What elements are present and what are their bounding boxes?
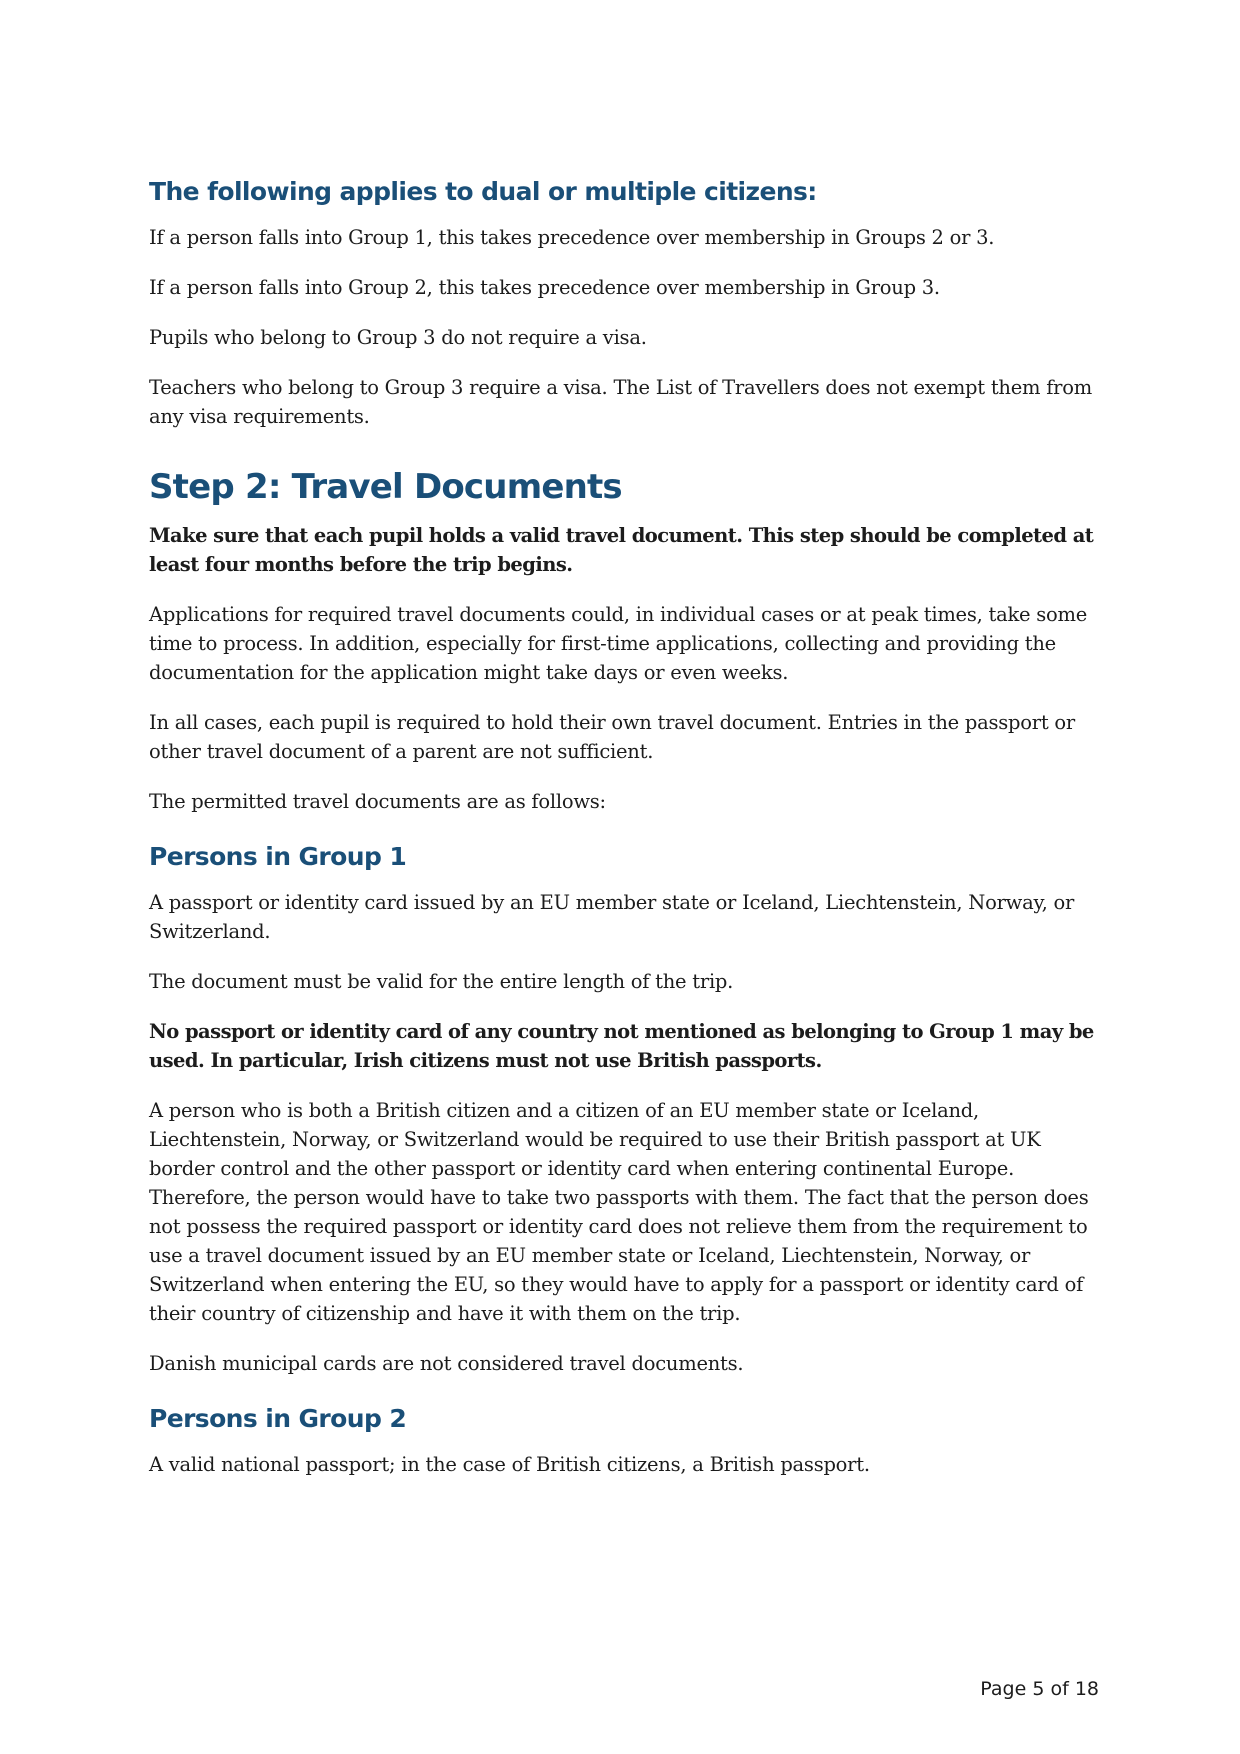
paragraph: The permitted travel documents are as follows: bbox=[149, 790, 606, 813]
group2-heading: Persons in Group 2 bbox=[149, 1404, 407, 1433]
dual-citizens-heading: The following applies to dual or multiple citizens: bbox=[149, 177, 817, 206]
step2-heading: Step 2: Travel Documents bbox=[149, 467, 622, 507]
page-number: Page 5 of 18 bbox=[980, 1678, 1099, 1700]
paragraph: The document must be valid for the entire length of the trip. bbox=[149, 970, 734, 993]
paragraph: Pupils who belong to Group 3 do not require a visa. bbox=[149, 326, 647, 349]
paragraph: A valid national passport; in the case of British citizens, a British passport. bbox=[149, 1453, 870, 1476]
paragraph: A person who is both a British citizen and a citizen of an EU member state or Iceland, Liechtenstein, Norway, or Switzerland would be required to use their British passport at UK border control and the other passport or identity card when entering continental Europe. Therefore, the person would have to take two passports with them. The fact that the person does not possess the required passport or identity card does not relieve them from the requirement to use a travel document issued by an EU member state or Iceland, Liechtenstein, Norway, or Switzerland when entering the EU, so they would have to apply for a passport or identity card of their country of citizenship and have it with them on the trip. bbox=[149, 1099, 1089, 1325]
step2-intro-bold: Make sure that each pupil holds a valid travel document. This step should be completed at least four months before the trip begins. bbox=[149, 524, 1094, 576]
group1-heading: Persons in Group 1 bbox=[149, 842, 407, 871]
document-page bbox=[149, 176, 1099, 1500]
paragraph: If a person falls into Group 2, this takes precedence over membership in Group 3. bbox=[149, 276, 940, 299]
paragraph: In all cases, each pupil is required to hold their own travel document. Entries in the passport or other travel document of a parent are not sufficient. bbox=[149, 711, 1075, 763]
paragraph: If a person falls into Group 1, this takes precedence over membership in Groups 2 or 3. bbox=[149, 226, 995, 249]
group1-bold-warning: No passport or identity card of any country not mentioned as belonging to Group 1 may be used. In particular, Irish citizens must not use British passports. bbox=[149, 1020, 1094, 1072]
paragraph: Danish municipal cards are not considered travel documents. bbox=[149, 1352, 744, 1375]
paragraph: Applications for required travel documents could, in individual cases or at peak times, take some time to process. In addition, especially for first-time applications, collecting and providing the documentation for the application might take days or even weeks. bbox=[149, 603, 1088, 684]
paragraph: Teachers who belong to Group 3 require a visa. The List of Travellers does not exempt them from any visa requirements. bbox=[149, 376, 1092, 428]
paragraph: A passport or identity card issued by an EU member state or Iceland, Liechtenstein, Norway, or Switzerland. bbox=[149, 891, 1075, 943]
